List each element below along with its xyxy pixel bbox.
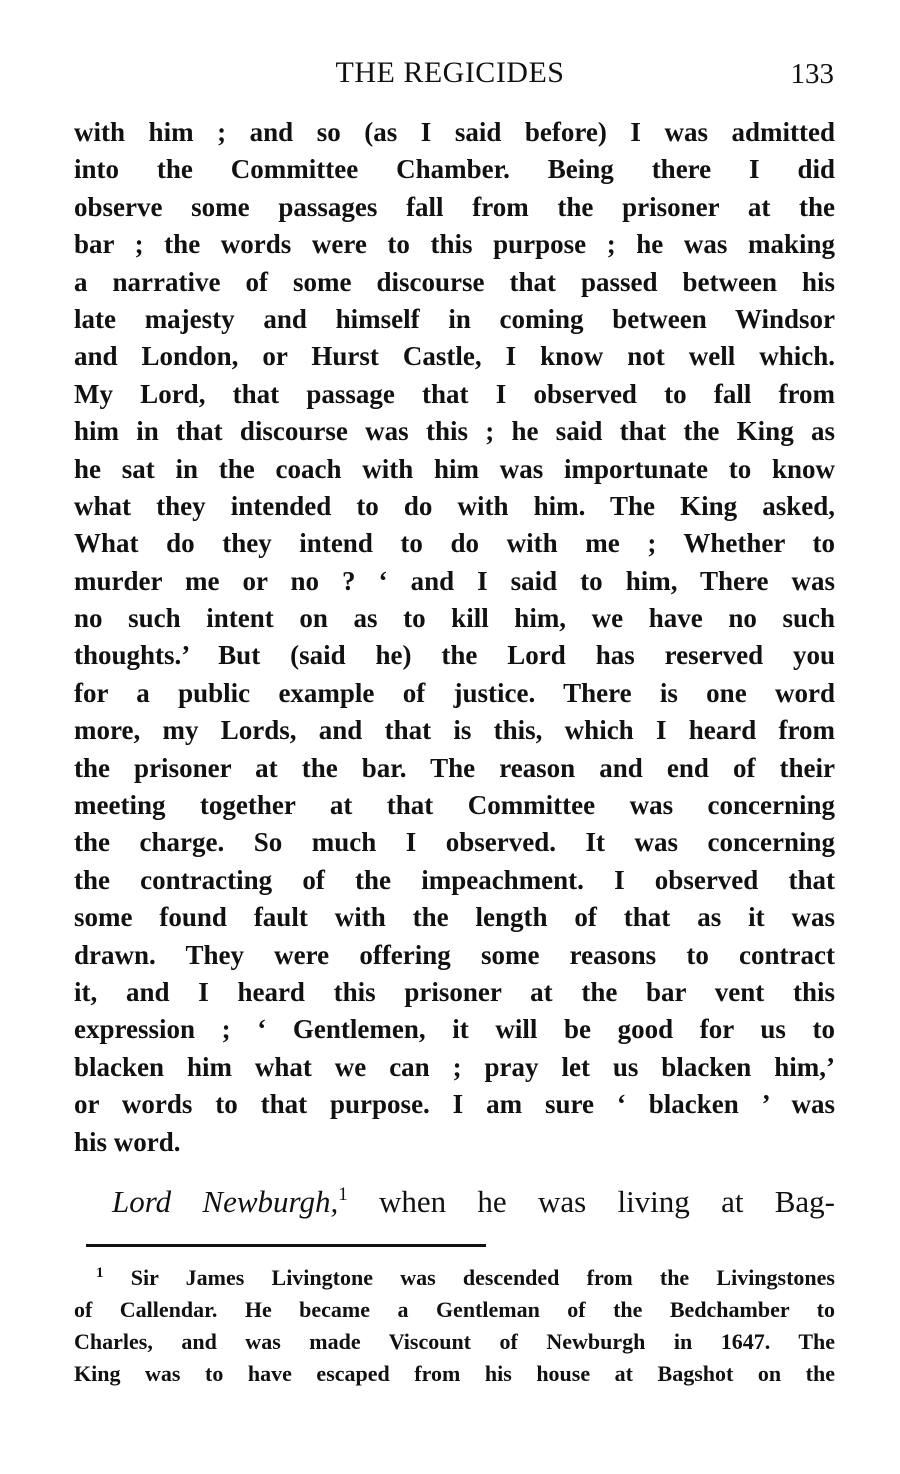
text-line: murder me or no ? ‘ and I said to him, There was [74,565,835,596]
footnote-line: King was to have escaped from his house at Bagshot on the [74,1361,835,1386]
text-line: for a public example of justice. There is one word [74,677,835,708]
text-line: late majesty and himself in coming between Windsor [74,303,835,334]
text-line: him in that discourse was this ; he said that the King as [74,416,835,447]
footnote-line [74,1262,835,1294]
page-number: 133 [790,58,834,90]
footnote-reference: 1 [338,1184,348,1205]
paragraph-text: when he was living at Bag- [347,1184,835,1219]
text-line: and London, or Hurst Castle, I know not well which. [74,341,835,372]
text-line: the prisoner at the bar. The reason and end of their [74,752,835,783]
text-line: observe some passages fall from the prisoner at the [74,191,835,222]
footnote-divider [86,1244,486,1247]
text-line: it, and I heard this prisoner at the bar vent this [74,976,835,1007]
text-line: a narrative of some discourse that passed between his [74,266,835,297]
text-line: My Lord, that passage that I observed to fall from [74,378,835,409]
text-line: What do they intend to do with me ; Whether to [74,528,835,559]
text-line: the contracting of the impeachment. I observed that [74,864,835,895]
footnote-text: Sir James Livingtone was descended from the Livingstones [130,1265,835,1290]
second-paragraph [74,1180,835,1224]
text-line: his word. [74,1126,181,1157]
text-line: he sat in the coach with him was importunate to know [74,453,835,484]
main-paragraph [74,114,835,1161]
text-line: some found fault with the length of that as it was [74,902,835,933]
footnote [74,1262,835,1390]
text-line: expression ; ‘ Gentlemen, it will be good for us to [74,1014,835,1045]
footnote-line: of Callendar. He became a Gentleman of the Bedchamber to [74,1297,835,1322]
page-header [0,56,900,96]
text-line: the charge. So much I observed. It was concerning [74,827,835,858]
text-line: with him ; and so (as I said before) I was admitted [74,117,835,147]
text-line: drawn. They were offering some reasons to contract [74,939,835,970]
text-line: bar ; the words were to this purpose ; he was making [74,229,835,260]
footnote-marker: 1 [96,1265,104,1281]
text-line: blacken him what we can ; pray let us blacken him,’ [74,1051,835,1082]
text-line: what they intended to do with him. The King asked, [74,490,835,521]
text-line: meeting together at that Committee was concerning [74,790,835,821]
footnote-line: Charles, and was made Viscount of Newburgh in 1647. The [74,1329,835,1354]
text-line: more, my Lords, and that is this, which I heard from [74,715,835,746]
text-line: thoughts.’ But (said he) the Lord has reserved you [74,640,835,671]
running-title: THE REGICIDES [335,56,565,89]
speaker-name: Lord Newburgh, [112,1184,339,1219]
text-line: or words to that purpose. I am sure ‘ blacken ’ was [74,1089,835,1120]
text-line: into the Committee Chamber. Being there I did [74,154,835,185]
text-line: no such intent on as to kill him, we have no such [74,603,835,634]
